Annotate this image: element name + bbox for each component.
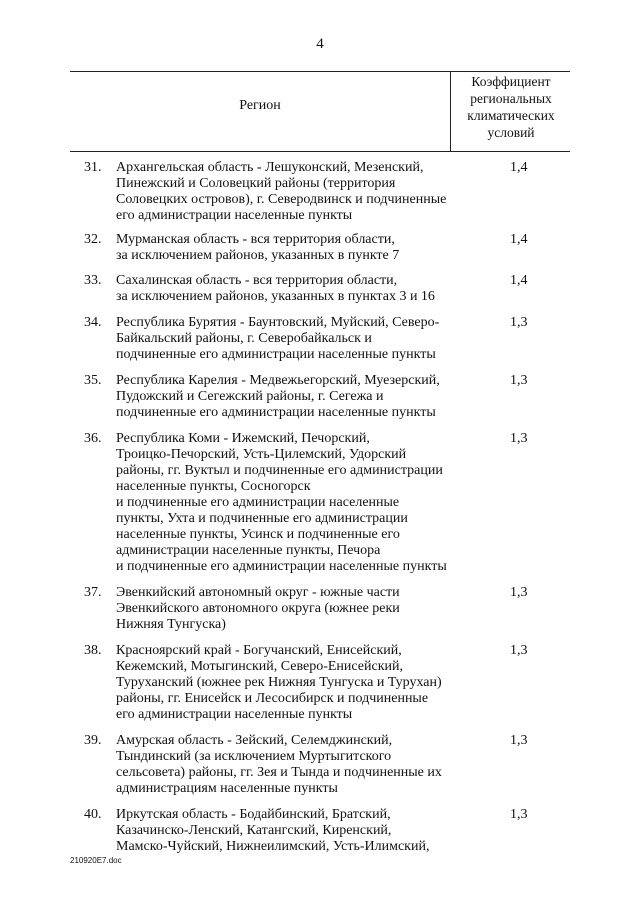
row-number: 40. (84, 807, 102, 822)
row-coefficient: 1,3 (510, 643, 528, 658)
row-region: Эвенкийский автономный округ - южные части Эвенкийского автономного округа (южнее реки Нижняя Тунгуска) (116, 585, 400, 632)
row-coefficient: 1,3 (510, 733, 528, 748)
table-row (70, 315, 570, 363)
row-coefficient: 1,4 (510, 160, 528, 175)
row-coefficient: 1,3 (510, 315, 528, 330)
row-region: Амурская область - Зейский, Селемджинский, Тындинский (за исключением Муртыгитского сельсовета) районы, гг. Зея и Тында и подчиненные их администрациям населенные пункты (116, 733, 442, 796)
row-region: Республика Карелия - Медвежьегорский, Муезерский, Пудожский и Сегежский районы, г. Сегежа и подчиненные его администрации населенные пункты (116, 373, 440, 420)
table-row (70, 643, 570, 723)
table-row (70, 373, 570, 421)
table-row (70, 160, 570, 224)
column-header-region: Регион (239, 98, 281, 113)
row-coefficient: 1,3 (510, 373, 528, 388)
row-number: 35. (84, 373, 102, 388)
table-top-rule (70, 71, 570, 72)
table-row (70, 585, 570, 633)
table-row (70, 733, 570, 797)
row-region: Красноярский край - Богучанский, Енисейский, Кежемский, Мотыгинский, Северо-Енисейский, Туруханский (южнее рек Нижняя Тунгуска и Турухан) районы, гг. Енисейск и Лесосибирск и подчиненные его администрации населенные пункты (116, 643, 442, 722)
row-region: Республика Бурятия - Баунтовский, Муйский, Северо- Байкальский районы, г. Северобайкальск и подчиненные его администрации населенные пункты (116, 315, 440, 362)
row-number: 36. (84, 431, 102, 446)
row-coefficient: 1,3 (510, 585, 528, 600)
row-number: 38. (84, 643, 102, 658)
row-number: 37. (84, 585, 102, 600)
row-number: 32. (84, 232, 102, 247)
table-row (70, 807, 570, 855)
header-column-divider (450, 71, 451, 151)
row-region: Сахалинская область - вся территория области, за исключением районов, указанных в пунктах 3 и 16 (116, 273, 435, 304)
row-number: 31. (84, 160, 102, 175)
region-table-body (70, 160, 570, 855)
header-bottom-rule (70, 151, 570, 152)
row-number: 34. (84, 315, 102, 330)
page-number: 4 (316, 36, 324, 52)
row-coefficient: 1,4 (510, 232, 528, 247)
row-number: 33. (84, 273, 102, 288)
row-region: Иркутская область - Бодайбинский, Братский, Казачинско-Ленский, Катангский, Киренский, Мамско-Чуйский, Нижнеилимский, Усть-Илимский, (116, 807, 430, 854)
table-row (70, 273, 570, 305)
table-row (70, 232, 570, 264)
row-coefficient: 1,4 (510, 273, 528, 288)
row-number: 39. (84, 733, 102, 748)
file-name-footer: 210920E7.doc (70, 856, 122, 865)
table-row (70, 431, 570, 575)
row-coefficient: 1,3 (510, 431, 528, 446)
row-region: Республика Коми - Ижемский, Печорский, Троицко-Печорский, Усть-Цилемский, Удорский районы, гг. Вуктыл и подчиненные его администрации населенные пункты, Сосногорск и подчиненные его администрации населенные пункты, Ухта и подчиненные его администрации населенные пункты, Усинск и подчиненные его администрации населенные пункты, Печора и подчиненные его администрации населенные пункты (116, 431, 447, 574)
column-header-coefficient: Коэффициент региональных климатических условий (467, 74, 555, 140)
row-coefficient: 1,3 (510, 807, 528, 822)
row-region: Архангельская область - Лешуконский, Мезенский, Пинежский и Соловецкий районы (территория Соловецких островов), г. Северодвинск и подчиненные его администрации населенные пункты (116, 160, 447, 223)
row-region: Мурманская область - вся территория области, за исключением районов, указанных в пункте 7 (116, 232, 400, 263)
